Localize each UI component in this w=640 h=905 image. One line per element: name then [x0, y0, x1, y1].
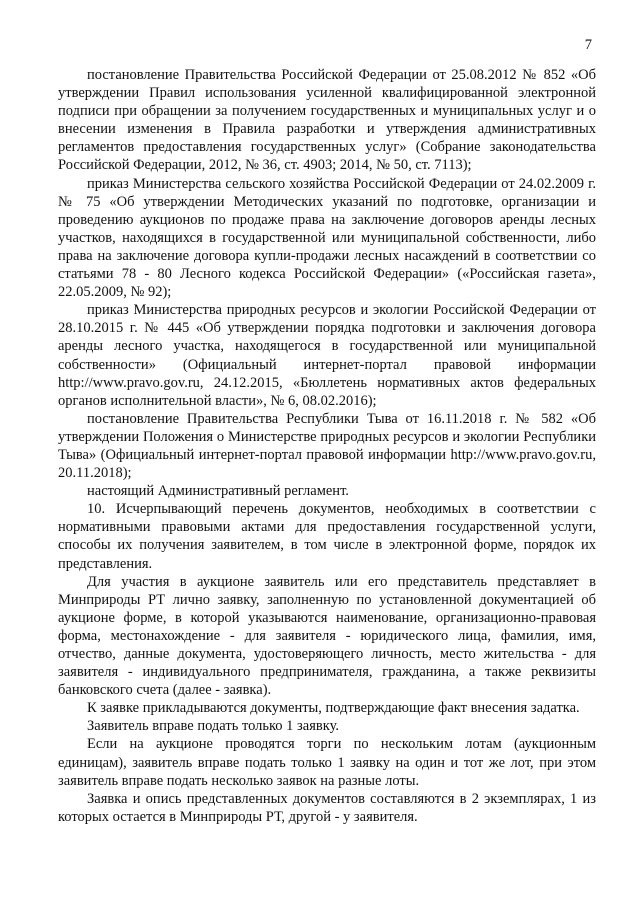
paragraph-two-copies: Заявка и опись представленных документов составляются в 2 экземплярах, 1 из которых остается в Минприроды РТ, другой - у заявителя. — [58, 790, 596, 825]
paragraph-ministry-agriculture-order-75: приказ Министерства сельского хозяйства Российской Федерации от 24.02.2009 г. № 75 «Об утверждении Методических указаний по подготовке, организации и проведению аукционов по продаже права на заключение договоров аренды лесных участков, находящихся в государственной или муниципальной собственности, либо права на заключение договора купли-продажи лесных насаждений в соответствии со статьями 78 - 80 Лесного кодекса Российской Федерации» («Российская газета», 22.05.2009, № 92); — [58, 175, 596, 301]
paragraph-one-application: Заявитель вправе подать только 1 заявку. — [87, 718, 339, 735]
paragraph-government-decree-852: постановление Правительства Российской Федерации от 25.08.2012 № 852 «Об утверждении Правил использования усиленной квалифицированной электронной подписи при обращении за получением государственных и муниципальных услуг и о внесении изменения в Правила разработки и утверждения административных регламентов предоставления государственных услуг» (Собрание законодательства Российской Федерации, 2012, № 36, ст. 4903; 2014, № 50, ст. 7113); — [58, 67, 596, 174]
paragraph-administrative-regulation: настоящий Административный регламент. — [87, 483, 349, 500]
document-body — [58, 66, 596, 826]
paragraph-application-requirements: Для участия в аукционе заявитель или его представитель представляет в Минприроды РТ лично заявку, заполненную по установленной документацией об аукционе форме, в которой указываются наименование, организационно-правовая форма, местонахождение - для заявителя - юридического лица, фамилия, имя, отчество, данные документа, удостоверяющего личность, место жительства - для заявителя - индивидуального предпринимателя, гражданина, а также реквизиты банковского счета (далее - заявка). — [58, 573, 596, 699]
paragraph-deposit-documents: К заявке прикладываются документы, подтверждающие факт внесения задатка. — [87, 700, 580, 717]
paragraph-section-10-heading: 10. Исчерпывающий перечень документов, необходимых в соответствии с нормативными правовыми актами для предоставления государственной услуги, способы их получения заявителем, в том числе в электронной форме, порядок их представления. — [58, 501, 596, 572]
paragraph-tuva-government-decree-582: постановление Правительства Республики Тыва от 16.11.2018 г. № 582 «Об утверждении Положения о Министерстве природных ресурсов и экологии Республики Тыва» (Официальный интернет-портал правовой информации http://www.pravo.gov.ru, 20.11.2018); — [58, 410, 596, 482]
page-number: 7 — [584, 37, 592, 53]
paragraph-multiple-lots: Если на аукционе проводятся торги по нескольким лотам (аукционным единицам), заявитель вправе подать только 1 заявку на один и тот же лот, при этом заявитель вправе подать несколько заявок на разные лоты. — [58, 736, 596, 789]
paragraph-ministry-natural-resources-order-445: приказ Министерства природных ресурсов и экологии Российской Федерации от 28.10.2015 г. № 445 «Об утверждении порядка подготовки и заключения договора аренды лесного участка, находящегося в государственной или муниципальной собственности» (Официальный интернет-портал правовой информации http://www.pravo.gov.ru, 24.12.2015, «Бюллетень нормативных актов федеральных органов исполнительной власти», № 6, 08.02.2016); — [58, 302, 596, 409]
